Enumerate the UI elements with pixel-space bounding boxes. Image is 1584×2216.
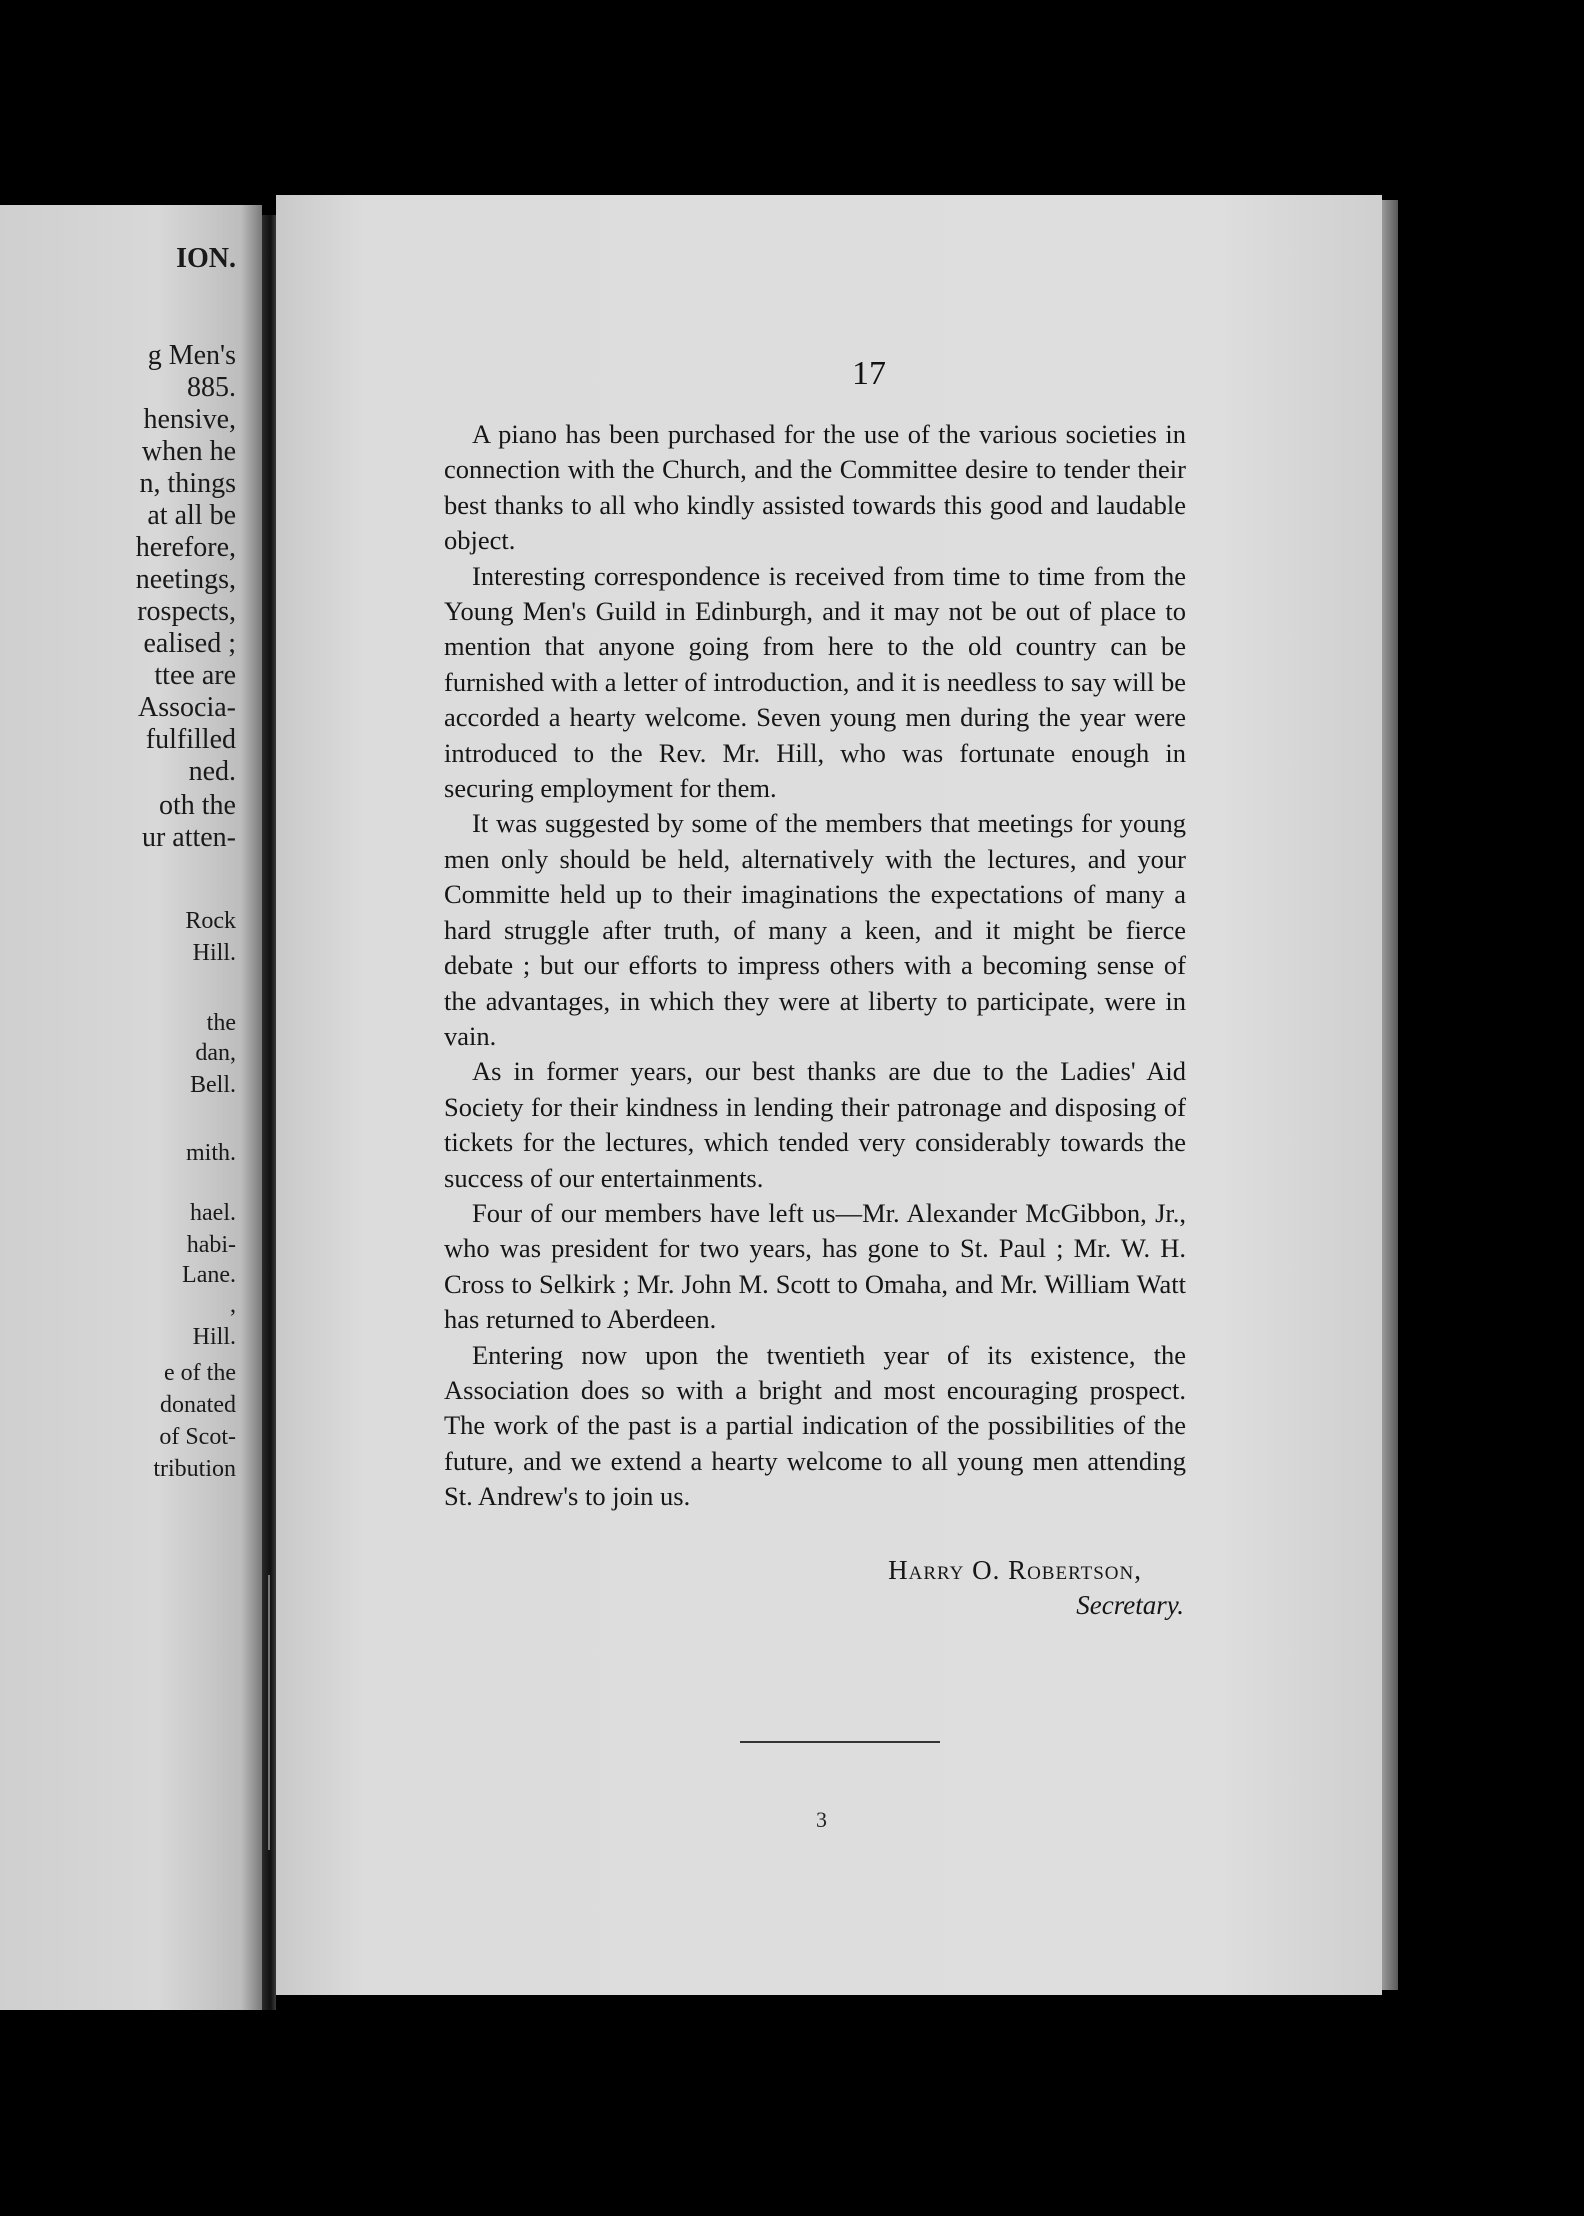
left-page-fragment: ealised ; <box>143 628 236 659</box>
left-page-fragment: 885. <box>187 372 236 403</box>
left-page-fragment: mith. <box>185 1140 236 1166</box>
left-page-fragment: habi- <box>186 1232 236 1258</box>
left-page-fragment: when he <box>141 436 236 467</box>
torn-edge <box>268 1575 270 1850</box>
left-page-fragment: ned. <box>188 756 236 787</box>
left-page-fragment: Rock <box>185 908 236 934</box>
left-page-fragment: Bell. <box>190 1072 236 1098</box>
paragraph: It was suggested by some of the members that meetings for young men only should be held, alternatively with the lectures, and your Committe held up to their imaginations the expectations of many a hard struggle after truth, of many a keen, and it might be fierce debate ; but our efforts to impress others with a becoming sense of the advantages, in which they were at liberty to participate, were in vain. <box>444 808 1186 1051</box>
left-page-fragment: ION. <box>176 243 236 274</box>
left-page-fragment: the <box>206 1010 236 1036</box>
left-page-fragment: of Scot- <box>159 1424 236 1450</box>
left-page-fragment: Hill. <box>192 940 236 966</box>
left-page-fragment: hael. <box>190 1200 236 1226</box>
right-page <box>276 195 1382 1995</box>
left-page-fragment: Hill. <box>192 1324 236 1350</box>
page-number: 17 <box>852 355 886 392</box>
left-page-fragment: ur atten- <box>141 822 236 853</box>
paragraph: Interesting correspondence is received from time to time from the Young Men's Guild in Edinburgh, and it may not be out of place to mention that anyone going from here to the old country can be furnished with a letter of introduction, and it is needless to say will be accorded a hearty welcome. Seven young men during the year were introduced to the Rev. Mr. Hill, who was fortunate enough in securing employment for them. <box>444 560 1186 804</box>
left-page-fragment: , <box>230 1292 236 1318</box>
left-page-fragment: herefore, <box>135 532 236 563</box>
left-page-fragment: fulfilled <box>145 724 236 755</box>
left-page-fragment: ttee are <box>154 660 236 691</box>
left-page-fragment: Lane. <box>182 1262 236 1288</box>
left-page-fragment: n, things <box>139 468 236 499</box>
paragraph: Four of our members have left us—Mr. Alexander McGibbon, Jr., who was president for two years, has gone to St. Paul ; Mr. W. H. Cross to Selkirk ; Mr. John M. Scott to Omaha, and Mr. William Watt has returned to Aberdeen. <box>444 1197 1186 1335</box>
left-page <box>0 205 262 2010</box>
paragraph: As in former years, our best thanks are due to the Ladies' Aid Society for their kindness in lending their patronage and disposing of tickets for the lectures, which tended very considerably towards the success of our entertainments. <box>444 1056 1186 1193</box>
body-text <box>444 417 1186 1515</box>
signature-name: Harry O. Robertson, <box>888 1555 1142 1585</box>
paragraph: Entering now upon the twentieth year of its existence, the Association does so with a bright and most encouraging prospect. The work of the past is a partial indication of the possibilities of the future, and we extend a hearty welcome to all young men attending St. Andrew's to join us. <box>444 1339 1186 1512</box>
left-page-fragment: tribution <box>153 1456 236 1482</box>
left-page-fragment: rospects, <box>137 596 236 627</box>
page-edge <box>1382 200 1398 1990</box>
signature-mark: 3 <box>816 1807 827 1832</box>
left-page-fragment: Associa- <box>138 692 236 723</box>
signature-title: Secretary. <box>1076 1590 1184 1620</box>
left-page-fragment: dan, <box>195 1040 236 1066</box>
left-page-fragment: at all be <box>147 500 236 531</box>
left-page-fragment: hensive, <box>143 404 236 435</box>
left-page-fragment: neetings, <box>135 564 236 595</box>
left-page-fragment: donated <box>160 1392 236 1418</box>
left-page-fragment: e of the <box>164 1360 236 1386</box>
divider-rule <box>740 1741 940 1743</box>
left-page-fragment: oth the <box>159 790 236 821</box>
paragraph: A piano has been purchased for the use of the various societies in connection with the Church, and the Committee desire to tender their best thanks to all who kindly assisted towards this good and laudable object. <box>444 419 1186 556</box>
left-page-fragment: g Men's <box>147 340 236 371</box>
